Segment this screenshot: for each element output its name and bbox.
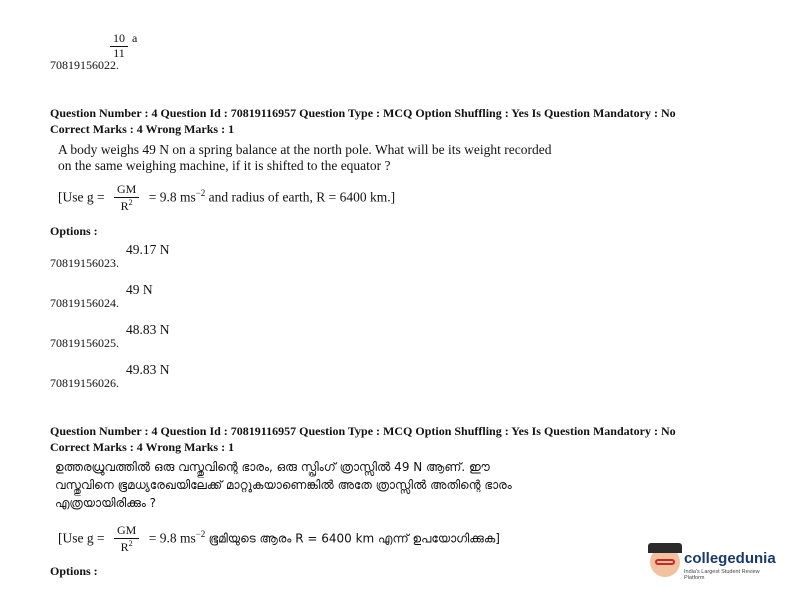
q-ml-options-label: Options :: [50, 564, 98, 578]
q-en-frac-den: R: [120, 198, 129, 213]
q-ml-meta-line1: Question Number : 4 Question Id : 70819116957 Question Type : MCQ Option Shuffling : Yes Is Question Mandatory : No: [50, 424, 676, 438]
q-en-use-mid-sup: −2: [195, 187, 206, 198]
top-option-id: 70819156022.: [50, 58, 119, 72]
q-en-use-mid: = 9.8 ms: [148, 189, 196, 205]
q-en-meta-line1: Question Number : 4 Question Id : 70819116957 Question Type : MCQ Option Shuffling : Yes Is Question Mandatory : No: [50, 106, 676, 120]
q-en-use-suffix: and radius of earth, R = 6400 km.]: [208, 189, 396, 205]
top-frac-den: 11: [113, 45, 125, 60]
q-en-use-formula: [58, 183, 395, 214]
option-value: 48.83 N: [126, 322, 170, 337]
top-frac-num: 10: [110, 32, 128, 47]
glasses-icon: [655, 559, 675, 565]
logo-tagline: India's Largest Student Review Platform: [684, 569, 760, 581]
option-value: 49.83 N: [126, 362, 170, 377]
q-en-frac-num: GM: [114, 183, 139, 198]
q-ml-text-line3: എത്രയായിരിക്കും ?: [55, 496, 157, 510]
option-id: 70819156023.: [50, 256, 119, 270]
option-value: 49.17 N: [126, 242, 170, 257]
q-ml-use-prefix: [Use g =: [58, 530, 105, 546]
q-en-meta-line2: Correct Marks : 4 Wrong Marks : 1: [50, 122, 235, 136]
q-ml-use-suffix: ഭൂമിയുടെ ആരം R = 6400 km എന്ന് ഉപയോഗിക്കുക]: [208, 531, 500, 546]
option-id: 70819156024.: [50, 296, 119, 310]
q-ml-use-formula: [58, 524, 500, 555]
option-id: 70819156026.: [50, 376, 119, 390]
q-en-text-line1: A body weighs 49 N on a spring balance at the north pole. What will be its weight recorded: [58, 142, 552, 157]
q-ml-text-line2: വസ്തുവിനെ ഭൂമധ്യരേഖയിലേക്ക് മാറ്റുകയാണെങ്കിൽ അതേ ത്രാസ്സിൽ അതിന്റെ ഭാരം: [55, 478, 512, 492]
q-ml-frac-den: R: [120, 539, 129, 554]
q-ml-use-mid-sup: −2: [195, 528, 206, 539]
logo-brand: collegedunia: [684, 550, 776, 567]
q-ml-text-line1: ഉത്തരധ്രുവത്തിൽ ഒരു വസ്തുവിന്റെ ഭാരം, ഒരു സ്പ്രിംഗ് ത്രാസ്സിൽ 49 N ആണ്. ഈ: [55, 460, 490, 474]
q-en-use-prefix: [Use g =: [58, 189, 105, 205]
q-ml-frac-den-sup: 2: [128, 538, 133, 548]
option-value: 49 N: [126, 282, 153, 297]
top-fraction: [110, 32, 137, 61]
q-ml-use-mid: = 9.8 ms: [148, 530, 196, 546]
graduation-cap-icon: [648, 543, 682, 553]
q-en-frac-den-sup: 2: [128, 197, 133, 207]
q-ml-meta-line2: Correct Marks : 4 Wrong Marks : 1: [50, 440, 235, 454]
top-frac-suffix: a: [132, 30, 138, 45]
q-en-text-line2: on the same weighing machine, if it is shifted to the equator ?: [58, 158, 391, 173]
q-en-options-label: Options :: [50, 224, 98, 238]
option-id: 70819156025.: [50, 336, 119, 350]
q-ml-frac-num: GM: [114, 524, 139, 539]
collegedunia-logo: [650, 547, 776, 583]
